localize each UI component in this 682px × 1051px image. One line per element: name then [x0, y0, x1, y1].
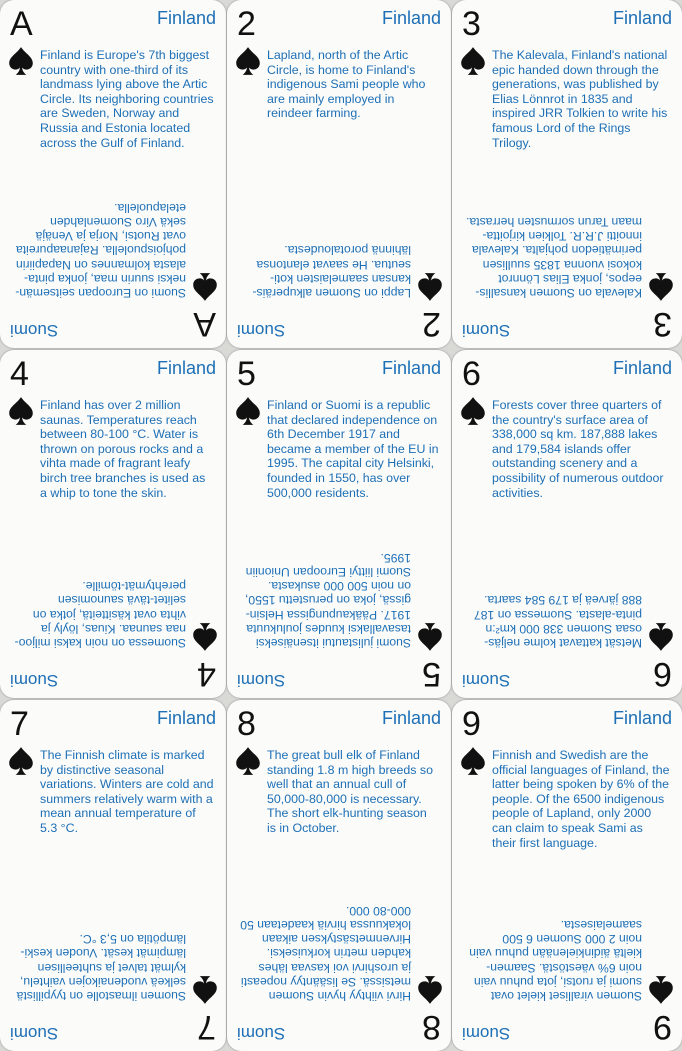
card-title-suomi: Suomi [10, 671, 59, 690]
card-title-finland: Finland [156, 8, 216, 28]
card-title-finland: Finland [612, 8, 672, 28]
card-title-finland: Finland [612, 358, 672, 378]
card-rank-inverted: 7 [197, 1008, 216, 1046]
card-rank-inverted: A [193, 305, 216, 343]
spade-icon [417, 975, 443, 1005]
card-title-suomi: Suomi [237, 321, 286, 340]
card-bottom-half [452, 350, 682, 698]
spade-icon [417, 272, 443, 302]
card-title-suomi: Suomi [237, 671, 286, 690]
spade-icon [192, 272, 218, 302]
card-bottom-half [227, 0, 451, 348]
card-fact-english: Forests cover three quarters of the country's surface area of 338,000 sq km. 187,888 lakes and 179,584 islands offer outstanding scenery and a possibility of numerous outdoor activities. [492, 398, 664, 500]
card-fact-english: The Kalevala, Finland's national epic handed down through the generations, was published by Elias Lönnrot in 1835 and inspired JRR Tolkien to write his famous Lord of the Rings Trilogy. [492, 48, 668, 150]
card-bottom-half [0, 0, 226, 348]
card-title-finland: Finland [156, 358, 216, 378]
card-title-suomi: Suomi [10, 1024, 59, 1043]
card-title-finland: Finland [381, 358, 441, 378]
card-fact-finnish: Suomen ilmastolle on tyypillistä selkeä vuodenaikojen vaihtelu, kylmät talvet ja suhteellisen lämpimät kesät. Vuoden keski-lämpötila on 5,3 °C. [16, 932, 186, 1003]
card-rank-inverted: 6 [653, 655, 672, 693]
card-fact-finnish: Hirvi viihtyy hyvin Suomen metsissä. Se lisääntyy nopeasti ja uroshirvi voi kasvaa lähes kahden metrin korkuiseksi. Hirvenmetsästyksen aikaan lokakuussa hirviä kaadetaan 50 000-80 000. [240, 903, 411, 1003]
card-rank-inverted: 9 [653, 1008, 672, 1046]
card-rank-inverted: 3 [653, 305, 672, 343]
card-rank: 6 [462, 355, 481, 393]
playing-card [0, 700, 226, 1051]
card-fact-english: Finland has over 2 million saunas. Temperatures reach between 80-100 °C. Water is thrown on porous rocks and a vihta made of fragrant leafy birch tree branches is used as a whip to tone the skin. [40, 398, 206, 500]
card-rank: 9 [462, 705, 481, 743]
spade-icon [192, 622, 218, 652]
card-fact-english: Finland is Europe's 7th biggest country with one-third of its landmass lying above the Artic Circle. Its neighboring countries are Sweden, Norway and Russia and Estonia located across the Gulf of Finland. [40, 48, 214, 150]
card-bottom-half [0, 350, 226, 698]
card-fact-finnish: Suomi julistautui itsenäiseksi tasavallaksi kuudes joulukuuta 1917. Pääkaupungissa Helsin-gissä, joka on perustettu 1550, on noin 500 000 asukasta. Suomi liittyi Euroopan Unioniin 1995. [245, 550, 411, 650]
spade-icon [417, 622, 443, 652]
card-fact-finnish: Suomi on Euroopan seitsemän-neksi suurin maa, jonka pinta-alasta kolmannes on Napapiirin pohjoispuolella. Rajanaapureita ovat Ruotsi, Norja ja Venäjä sekä Viro Suomenlahden etelapuolella. [15, 200, 186, 300]
card-bottom-half [0, 700, 226, 1051]
card-rank: 4 [10, 355, 29, 393]
card-rank-inverted: 2 [422, 305, 441, 343]
card-fact-english: The great bull elk of Finland standing 1.8 m high breeds so well that an annual cull of 50,000-80,000 is necessary. The short elk-hunting season is in October. [267, 748, 434, 835]
card-title-finland: Finland [381, 708, 441, 728]
card-rank: 3 [462, 5, 481, 43]
card-title-suomi: Suomi [462, 1024, 511, 1043]
card-title-finland: Finland [156, 708, 216, 728]
spade-icon [648, 272, 674, 302]
card-title-suomi: Suomi [462, 671, 511, 690]
card-fact-english: Finland or Suomi is a republic that declared independence on 6th December 1917 and became a member of the EU in 1995. The capital city Helsinki, founded in 1550, has over 500,000 residents. [267, 398, 439, 500]
card-bottom-half [227, 700, 451, 1051]
playing-card [0, 0, 226, 348]
playing-card [0, 350, 226, 698]
card-fact-finnish: Metsät kattavat kolme neljäs-osaa Suomen 338 000 km²:n pinta-alasta. Suomessa on 187 888 järveä ja 179 584 saarta. [473, 593, 642, 650]
card-title-suomi: Suomi [462, 321, 511, 340]
card-rank: 7 [10, 705, 29, 743]
playing-card [227, 350, 451, 698]
card-fact-finnish: Suomen viralliset kielet ovat suomi ja ruotsi, jota puhuu vain noin 6% väestöstä. Saamen-kieltä äidinkielenään puhuu vain noin 2 000 Suomen 6 500 saamelaisesta. [469, 917, 642, 1003]
spade-icon [648, 975, 674, 1005]
playing-card [452, 700, 682, 1051]
card-bottom-half [452, 0, 682, 348]
card-rank: 5 [237, 355, 256, 393]
card-bottom-half [227, 350, 451, 698]
card-rank: 8 [237, 705, 256, 743]
spade-icon [192, 975, 218, 1005]
card-fact-finnish: Lappi on Suomen alkuperäis-kansan saamelaisten koti-seutua. He saavat elantonsa lähinnä porotaloudesta. [252, 243, 411, 300]
card-rank: A [10, 5, 33, 43]
card-fact-english: Lapland, north of the Artic Circle, is home to Finland's indigenous Sami people who are mainly employed in reindeer farming. [267, 48, 426, 121]
playing-card [452, 0, 682, 348]
card-rank-inverted: 4 [197, 655, 216, 693]
card-title-finland: Finland [612, 708, 672, 728]
card-fact-finnish: Kalevala on Suomen kansallis-eepos, jonka Elias Lönnrot kokosi vuonna 1835 suullisen perimätiedon pohjalta. Kalevala innoitti J.R.R. Tolkien kirjoitta-maan Tarun sormusten herrasta. [466, 214, 642, 300]
card-title-finland: Finland [381, 8, 441, 28]
playing-card [227, 0, 451, 348]
card-title-suomi: Suomi [10, 321, 59, 340]
card-rank-inverted: 8 [422, 1008, 441, 1046]
card-bottom-half [452, 700, 682, 1051]
spade-icon [648, 622, 674, 652]
playing-card [227, 700, 451, 1051]
card-fact-english: The Finnish climate is marked by distinctive seasonal variations. Winters are cold and summers relatively warm with a mean annual temperature of 5.3 °C. [40, 748, 214, 835]
card-fact-english: Finnish and Swedish are the official languages of Finland, the latter being spoken by 6% of the people. Of the 6500 indigenous people of Lapland, only 2000 can claim to speak Sami as their first language. [492, 748, 670, 850]
card-fact-finnish: Suomessa on noin kaksi miljoo-naa saunaa. Kiuas, löyly ja vihta ovat käsitteitä, jotka on selitet-tävä saunomisen perehtymät-tömille. [14, 579, 186, 650]
card-rank-inverted: 5 [422, 655, 441, 693]
card-rank: 2 [237, 5, 256, 43]
card-title-suomi: Suomi [237, 1024, 286, 1043]
playing-card [452, 350, 682, 698]
